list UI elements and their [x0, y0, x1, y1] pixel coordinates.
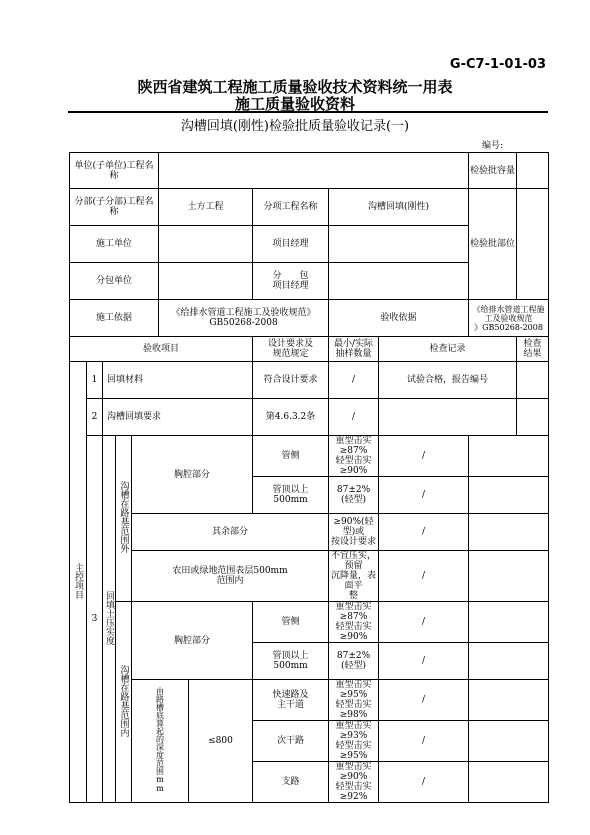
acceptance-basis-label: 验收依据 [329, 300, 469, 337]
column-header-row [70, 337, 549, 362]
subdivision-label: 分部(子分部)工程名称 [70, 189, 159, 226]
pipe-top-label: 管顶以上 500mm [253, 477, 329, 514]
unit-name-label: 单位(子单位)工程名称 [70, 153, 159, 189]
sample-count: / [329, 362, 379, 399]
sample-count: / [379, 514, 469, 551]
sub-project-manager-value[interactable] [329, 263, 469, 300]
depth-range-value: ≤800 [189, 680, 253, 803]
table-row [70, 680, 549, 721]
info-row-subdivision [70, 189, 549, 226]
sample-count: / [379, 436, 469, 477]
rest-part-label: 其余部分 [132, 514, 329, 551]
subcontractor-label: 分包单位 [70, 263, 159, 300]
inspection-result[interactable] [517, 399, 549, 436]
serial-number-label: 编号: [482, 141, 504, 151]
page-subtitle: 施工质量验收资料 [234, 95, 355, 113]
design-requirement: 重型击实≥87% 轻型击实≥90% [329, 602, 379, 643]
table-row [70, 362, 549, 399]
inspection-form-table [69, 152, 549, 803]
chest-part-label: 胸腔部分 [132, 602, 253, 680]
sample-count: / [329, 399, 379, 436]
inside-roadbase-label: 沟槽在路基范围内 [116, 602, 132, 803]
batch-capacity-value[interactable] [517, 153, 549, 189]
row-number: 1 [87, 362, 103, 399]
inspection-result[interactable] [517, 362, 549, 399]
inspection-record[interactable] [379, 399, 517, 436]
design-requirement: ≥90%(轻型)或 按设计要求 [329, 514, 379, 551]
subcontractor-value[interactable] [159, 263, 253, 300]
depth-range-label: 由路槽底算起的深度范围mm [132, 680, 189, 803]
page-title: 陕西省建筑工程施工质量验收技术资料统一用表 [137, 78, 453, 96]
col-sample-count: 最小/实际 抽样数量 [329, 337, 379, 362]
design-requirement: 重型击实≥95% 轻型击实≥98% [329, 680, 379, 721]
farmland-label: 农田或绿地范围表层500mm 范围内 [132, 551, 329, 602]
design-requirement: 87±2% (轻型) [329, 643, 379, 680]
sample-count: / [379, 643, 469, 680]
col-inspection-record: 检查记录 [379, 337, 517, 362]
construction-basis-label: 施工依据 [70, 300, 159, 337]
project-manager-label: 项目经理 [253, 226, 329, 263]
sample-count: / [379, 602, 469, 643]
contractor-label: 施工单位 [70, 226, 159, 263]
batch-part-label: 检验批部位 [469, 189, 517, 300]
chest-part-label: 胸腔部分 [132, 436, 253, 514]
inspection-record[interactable]: 试验合格，报告编号 [379, 362, 517, 399]
row-number: 2 [87, 399, 103, 436]
col-design-requirement: 设计要求及 规范规定 [253, 337, 329, 362]
table-row [70, 436, 549, 477]
col-inspection-result: 检查 结果 [517, 337, 549, 362]
info-row-unit [70, 153, 549, 189]
unit-name-value[interactable] [159, 153, 469, 189]
road-class-label: 支路 [253, 762, 329, 803]
table-row [70, 551, 549, 602]
sample-count: / [379, 680, 469, 721]
table-row [70, 514, 549, 551]
sample-count: / [379, 477, 469, 514]
design-requirement: 重型击实≥90% 轻型击实≥92% [329, 762, 379, 803]
sample-count: / [379, 721, 469, 762]
design-requirement: 不宜压实，预留 沉降量，表面平 整 [329, 551, 379, 602]
main-control-group: 主控项目 [70, 362, 87, 803]
sample-count: / [379, 551, 469, 602]
title-rule [68, 111, 548, 113]
project-manager-value[interactable] [329, 226, 469, 263]
inspection-record[interactable] [469, 680, 549, 721]
contractor-value[interactable] [159, 226, 253, 263]
inspection-record[interactable] [469, 551, 549, 602]
inspection-record[interactable] [469, 477, 549, 514]
road-class-label: 快速路及 主干道 [253, 680, 329, 721]
outside-roadbase-label: 沟槽在路基范围外 [116, 436, 132, 602]
design-requirement: 87±2% (轻型) [329, 477, 379, 514]
form-title: 沟槽回填(刚性)检验批质量验收记录(一) [180, 119, 410, 134]
design-requirement: 重型击实≥93% 轻型击实≥95% [329, 721, 379, 762]
document-code: G-C7-1-01-03 [449, 57, 546, 72]
inspection-record[interactable] [469, 436, 549, 477]
road-class-label: 次干路 [253, 721, 329, 762]
pipe-side-label: 管侧 [253, 436, 329, 477]
inspection-record[interactable] [469, 602, 549, 643]
inspection-record[interactable] [469, 643, 549, 680]
col-acceptance-item: 验收项目 [70, 337, 253, 362]
inspection-record[interactable] [469, 514, 549, 551]
info-row-basis [70, 300, 549, 337]
inspection-record[interactable] [469, 762, 549, 803]
design-requirement: 第4.6.3.2条 [253, 399, 329, 436]
design-requirement: 符合设计要求 [253, 362, 329, 399]
batch-capacity-label: 检验批容量 [469, 153, 517, 189]
row-number: 3 [87, 436, 103, 803]
batch-part-value[interactable] [517, 189, 549, 300]
item-trench-backfill: 沟槽回填要求 [103, 399, 253, 436]
table-row [70, 602, 549, 643]
sample-count: / [379, 762, 469, 803]
compaction-label: 回填土压实度 [103, 436, 116, 803]
sub-project-manager-label: 分 包 项目经理 [253, 263, 329, 300]
item-name-label: 分项工程名称 [253, 189, 329, 226]
design-requirement: 重型击实≥87% 轻型击实≥90% [329, 436, 379, 477]
table-row [70, 399, 549, 436]
inspection-record[interactable] [469, 721, 549, 762]
subdivision-value[interactable]: 土方工程 [159, 189, 253, 226]
item-backfill-material: 回填材料 [103, 362, 253, 399]
construction-basis-value: 《给排水管道工程施工及验收规范》 GB50268-2008 [159, 300, 329, 337]
pipe-top-label: 管顶以上 500mm [253, 643, 329, 680]
pipe-side-label: 管侧 [253, 602, 329, 643]
item-name-value[interactable]: 沟槽回填(刚性) [329, 189, 469, 226]
acceptance-basis-value: 《给排水管道工程施工及验收规范 》GB50268-2008 [469, 300, 549, 337]
